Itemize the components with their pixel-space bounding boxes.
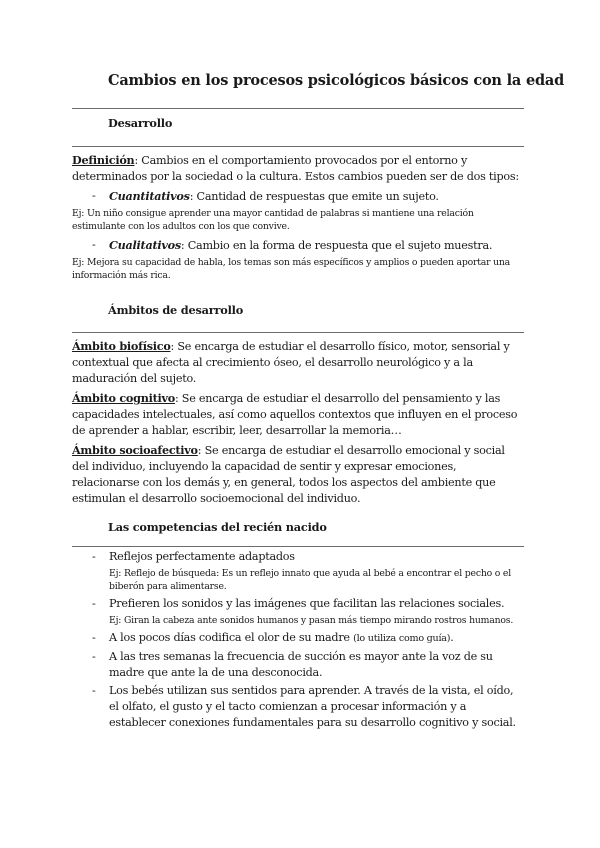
- divider: [72, 146, 524, 147]
- list-item: [72, 649, 524, 681]
- list-item: [72, 188, 524, 205]
- ambito-label: Ámbito biofísico: [72, 339, 171, 353]
- item-text: A las tres semanas la frecuencia de succión es mayor ante la voz de su madre que ante la de una desconocida.: [109, 650, 493, 679]
- ambito-text: : Se encarga de estudiar el desarrollo físico, motor, sensorial y contextual que afecta al crecimiento óseo, el desarrollo neurológico y a la maduración del sujeto.: [72, 340, 510, 385]
- item-tail: .: [450, 631, 454, 644]
- section-heading-desarrollo: Desarrollo: [108, 116, 173, 130]
- item-text: Prefieren los sonidos y las imágenes que facilitan las relaciones sociales.: [109, 597, 505, 610]
- definition-paragraph: [72, 152, 524, 185]
- item-label: Cuantitativos: [109, 189, 190, 203]
- dash-bullet: -: [92, 550, 96, 563]
- divider: [72, 332, 524, 333]
- dash-bullet: -: [92, 189, 96, 202]
- example-text: Ej: Un niño consigue aprender una mayor cantidad de palabras si mantiene una relación estimulante con los adultos con los que convive.: [72, 208, 474, 232]
- dash-bullet: -: [92, 631, 96, 644]
- list-item: [72, 630, 524, 647]
- ambito-label: Ámbito cognitivo: [72, 391, 175, 405]
- dash-bullet: -: [92, 684, 96, 697]
- section-body-competencias: [72, 548, 524, 733]
- example-text: Ej: Mejora su capacidad de habla, los temas son más específicos y amplios o pueden aportar una información más rica.: [72, 257, 511, 281]
- ambito-text: : Se encarga de estudiar el desarrollo emocional y social del individuo, incluyendo la capacidad de sentir y expresar emociones, relacionarse con los demás y, en general, todos los aspectos del ambiente que estimulan el desarrollo socioemocional del individuo.: [72, 444, 505, 505]
- item-text: : Cantidad de respuestas que emite un sujeto.: [189, 190, 439, 203]
- ambito-socioafectivo: [72, 442, 524, 507]
- list-item: [72, 237, 524, 254]
- ambito-cognitivo: [72, 390, 524, 439]
- example-text: Ej: Giran la cabeza ante sonidos humanos y pasan más tiempo mirando rostros humanos.: [109, 615, 514, 626]
- section-heading-competencias: Las competencias del recién nacido: [108, 520, 327, 534]
- dash-bullet: -: [92, 238, 96, 251]
- divider: [72, 108, 524, 109]
- definition-label: Definición: [72, 153, 135, 167]
- list-item: [72, 549, 524, 565]
- dash-bullet: -: [92, 650, 96, 663]
- ambito-biofisico: [72, 338, 524, 387]
- section-body-ambitos: [72, 338, 524, 510]
- section-heading-ambitos: Ámbitos de desarrollo: [108, 303, 244, 317]
- item-text: Reflejos perfectamente adaptados: [109, 550, 295, 563]
- list-item: [72, 596, 524, 612]
- item-text: A los pocos días codifica el olor de su madre: [109, 631, 354, 644]
- item-text: Los bebés utilizan sus sentidos para aprender. A través de la vista, el oído, el olfato, el gusto y el tacto comienzan a procesar información y a establecer conexiones fundamentales para su desarrollo cognitivo y social.: [109, 684, 516, 729]
- dash-bullet: -: [92, 597, 96, 610]
- document-title: Cambios en los procesos psicológicos básicos con la edad: [108, 72, 565, 89]
- divider: [72, 546, 524, 547]
- list-item: [72, 683, 524, 731]
- item-label: Cualitativos: [109, 238, 181, 252]
- item-note: (lo utiliza como guía): [353, 633, 451, 644]
- section-body-desarrollo: [72, 152, 524, 286]
- ambito-label: Ámbito socioafectivo: [72, 443, 198, 457]
- ambito-text: : Se encarga de estudiar el desarrollo del pensamiento y las capacidades intelectuales, así como aquellos contextos que influyen en el proceso de aprender a hablar, escribir, leer, desarrollar la memoria…: [72, 392, 518, 437]
- definition-text: : Cambios en el comportamiento provocados por el entorno y determinados por la sociedad o la cultura. Estos cambios pueden ser de dos tipos:: [72, 154, 519, 183]
- item-text: : Cambio en la forma de respuesta que el sujeto muestra.: [180, 239, 493, 252]
- example-text: Ej: Reflejo de búsqueda: Es un reflejo innato que ayuda al bebé a encontrar el pecho o el biberón para alimentarse.: [109, 568, 511, 592]
